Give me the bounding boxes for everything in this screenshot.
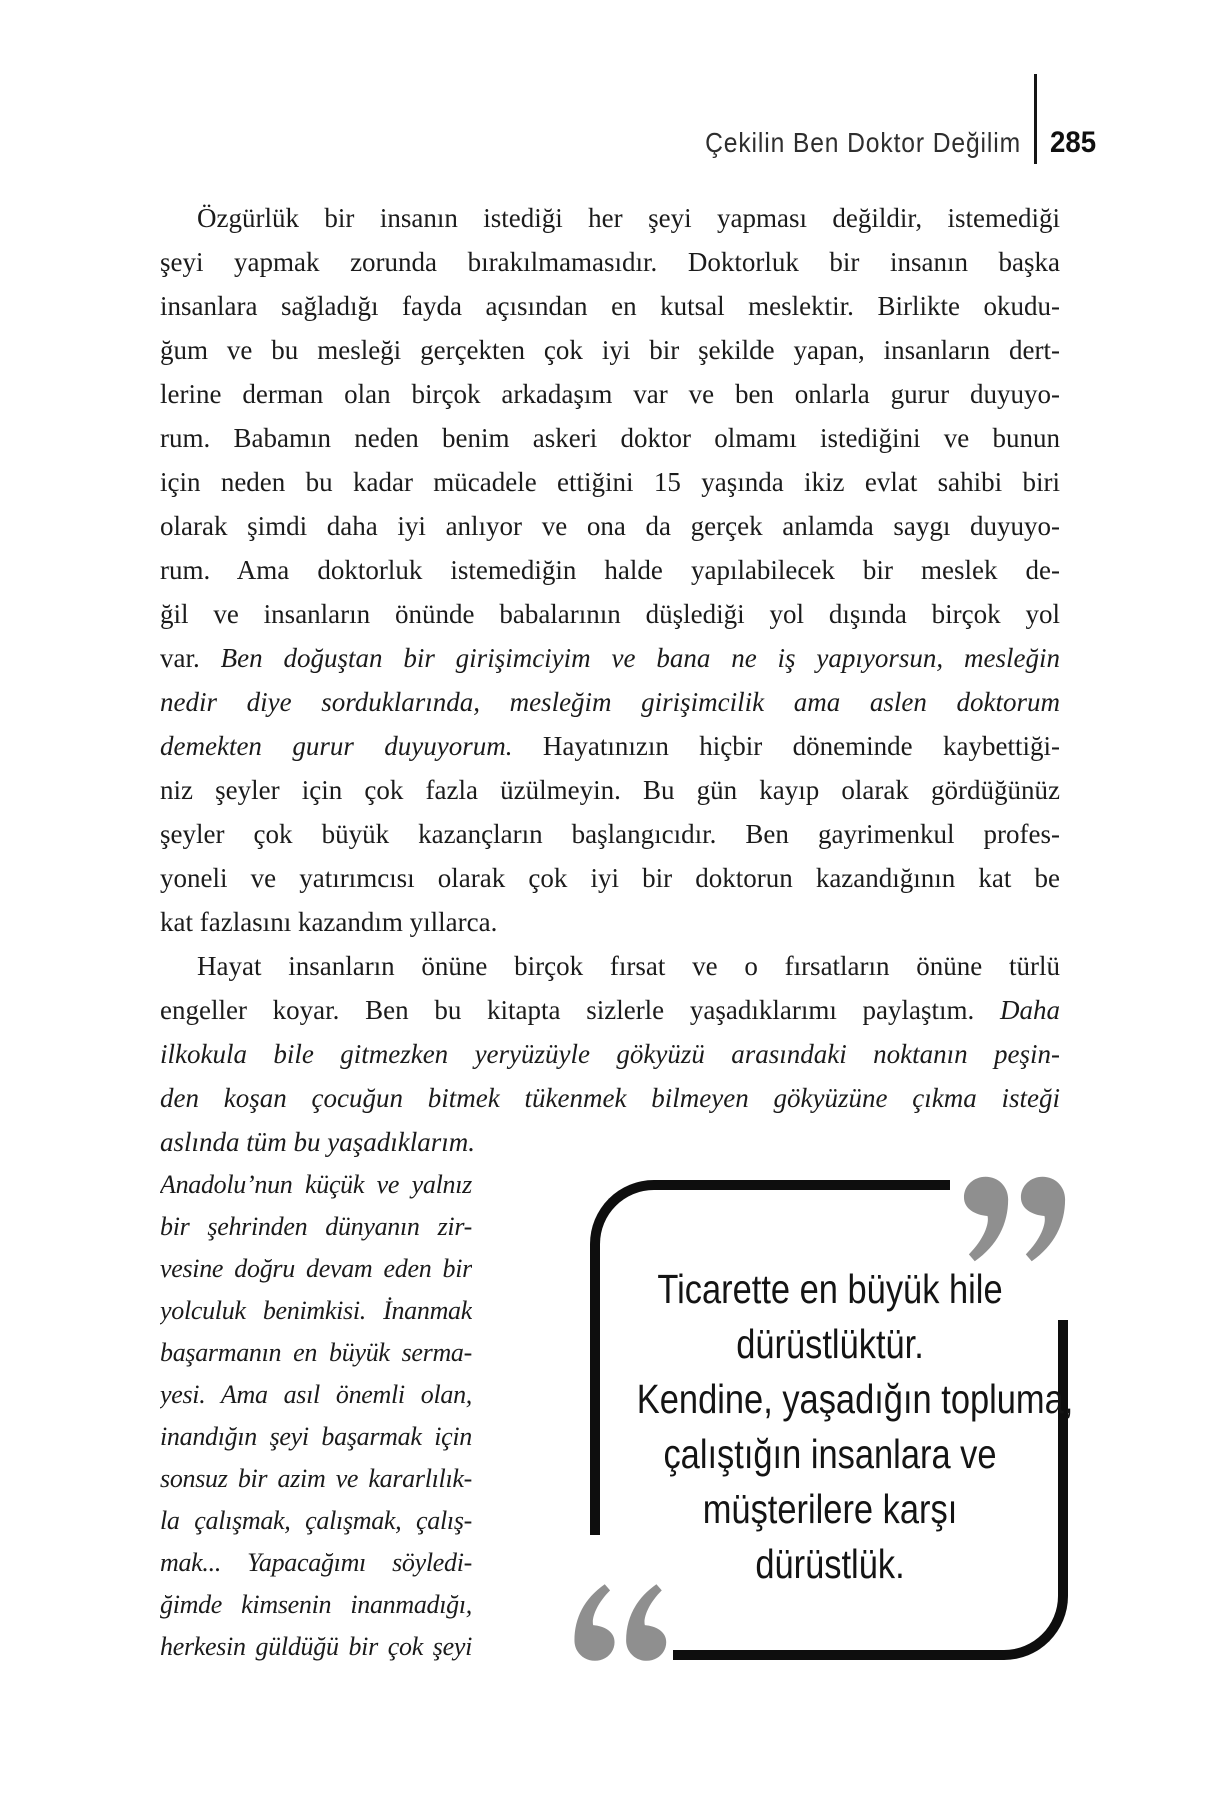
text-line: şeyler çok büyük kazançların başlangıcıdır. Ben gayrimenkul profes-: [160, 819, 1060, 849]
opening-double-quote-icon: [570, 1580, 668, 1665]
text-line: kat fazlasını kazandım yıllarca.: [160, 907, 498, 937]
pull-quote-line: müşterilere karşı: [702, 1486, 958, 1532]
text-line: lerine derman olan birçok arkadaşım var ve ben onlarla gurur duyuyo-: [160, 379, 1060, 409]
page-header: [662, 74, 1100, 164]
pull-quote-line: dürüstlük.: [755, 1541, 905, 1587]
text-line: mak... Yapacağımı söyledi-: [160, 1548, 472, 1577]
text-line: vesine doğru devam eden bir: [160, 1254, 472, 1283]
text-line: den koşan çocuğun bitmek tükenmek bilmeyen gökyüzüne çıkma isteği: [160, 1083, 1060, 1113]
pull-quote-line: Kendine, yaşadığın topluma,: [636, 1376, 1074, 1422]
text-line: demekten gurur duyuyorum. Hayatınızın hiçbir döneminde kaybettiği-: [160, 731, 1060, 761]
closing-double-quote-icon: [962, 1176, 1070, 1262]
text-line: nedir diye sorduklarında, mesleğim girişimcilik ama aslen doktorum: [160, 687, 1060, 717]
paragraph: [160, 944, 1060, 1164]
paragraph: [160, 1164, 472, 1668]
text-line: sonsuz bir azim ve kararlılık-: [160, 1464, 472, 1493]
paragraph: [160, 196, 1060, 944]
text-line: şeyi yapmak zorunda bırakılmamasıdır. Doktorluk bir insanın başka: [160, 247, 1060, 277]
text-line: var. Ben doğuştan bir girişimciyim ve bana ne iş yapıyorsun, mesleğin: [160, 643, 1060, 673]
text-line: ğimde kimsenin inanmadığı,: [160, 1590, 472, 1619]
text-line: bir şehrinden dünyanın zir-: [160, 1212, 472, 1241]
text-line: engeller koyar. Ben bu kitapta sizlerle yaşadıklarımı paylaştım. Daha: [160, 995, 1060, 1025]
text-line: rum. Ama doktorluk istemediğin halde yapılabilecek bir meslek de-: [160, 555, 1060, 585]
chapter-title: Çekilin Ben Doktor Değilim: [705, 127, 1021, 158]
text-line: ilkokula bile gitmezken yeryüzüyle gökyüzü arasındaki noktanın peşin-: [160, 1039, 1060, 1069]
pull-quote-text: [636, 1262, 1074, 1592]
text-line: Özgürlük bir insanın istediği her şeyi yapması değildir, istemediği: [197, 203, 1060, 233]
text-line: ğil ve insanların önünde babalarının düşlediği yol dışında birçok yol: [160, 599, 1060, 629]
text-line: ğum ve bu mesleği gerçekten çok iyi bir şekilde yapan, insanların dert-: [160, 335, 1060, 365]
pull-quote-line: çalıştığın insanlara ve: [663, 1431, 997, 1477]
text-line: yolculuk benimkisi. İnanmak: [160, 1296, 472, 1325]
text-line: herkesin güldüğü bir çok şeyi: [160, 1632, 472, 1661]
pull-quote-line: Ticarette en büyük hile: [657, 1266, 1003, 1312]
text-line: olarak şimdi daha iyi anlıyor ve ona da gerçek anlamda saygı duyuyo-: [160, 511, 1060, 541]
text-line: Anadolu’nun küçük ve yalnız: [160, 1170, 472, 1199]
text-line: inandığın şeyi başarmak için: [160, 1422, 472, 1451]
text-line: insanlara sağladığı fayda açısından en kutsal meslektir. Birlikte okudu-: [160, 291, 1060, 321]
text-line: için neden bu kadar mücadele ettiğini 15 yaşında ikiz evlat sahibi biri: [160, 467, 1060, 497]
text-line: rum. Babamın neden benim askeri doktor olmamı istediğini ve bunun: [160, 423, 1060, 453]
text-line: la çalışmak, çalışmak, çalış-: [160, 1506, 472, 1535]
pull-quote-line: dürüstlüktür.: [736, 1321, 924, 1367]
header-divider: [1034, 74, 1037, 164]
text-line: yesi. Ama asıl önemli olan,: [160, 1380, 472, 1409]
text-line: yoneli ve yatırımcısı olarak çok iyi bir doktorun kazandığının kat be: [160, 863, 1060, 893]
text-line: aslında tüm bu yaşadıklarım.: [160, 1127, 475, 1157]
text-line: Hayat insanların önüne birçok fırsat ve o fırsatların önüne türlü: [197, 951, 1060, 981]
text-line: başarmanın en büyük serma-: [160, 1338, 472, 1367]
text-line: niz şeyler için çok fazla üzülmeyin. Bu gün kayıp olarak gördüğünüz: [160, 775, 1060, 805]
page-number: 285: [1049, 126, 1096, 159]
